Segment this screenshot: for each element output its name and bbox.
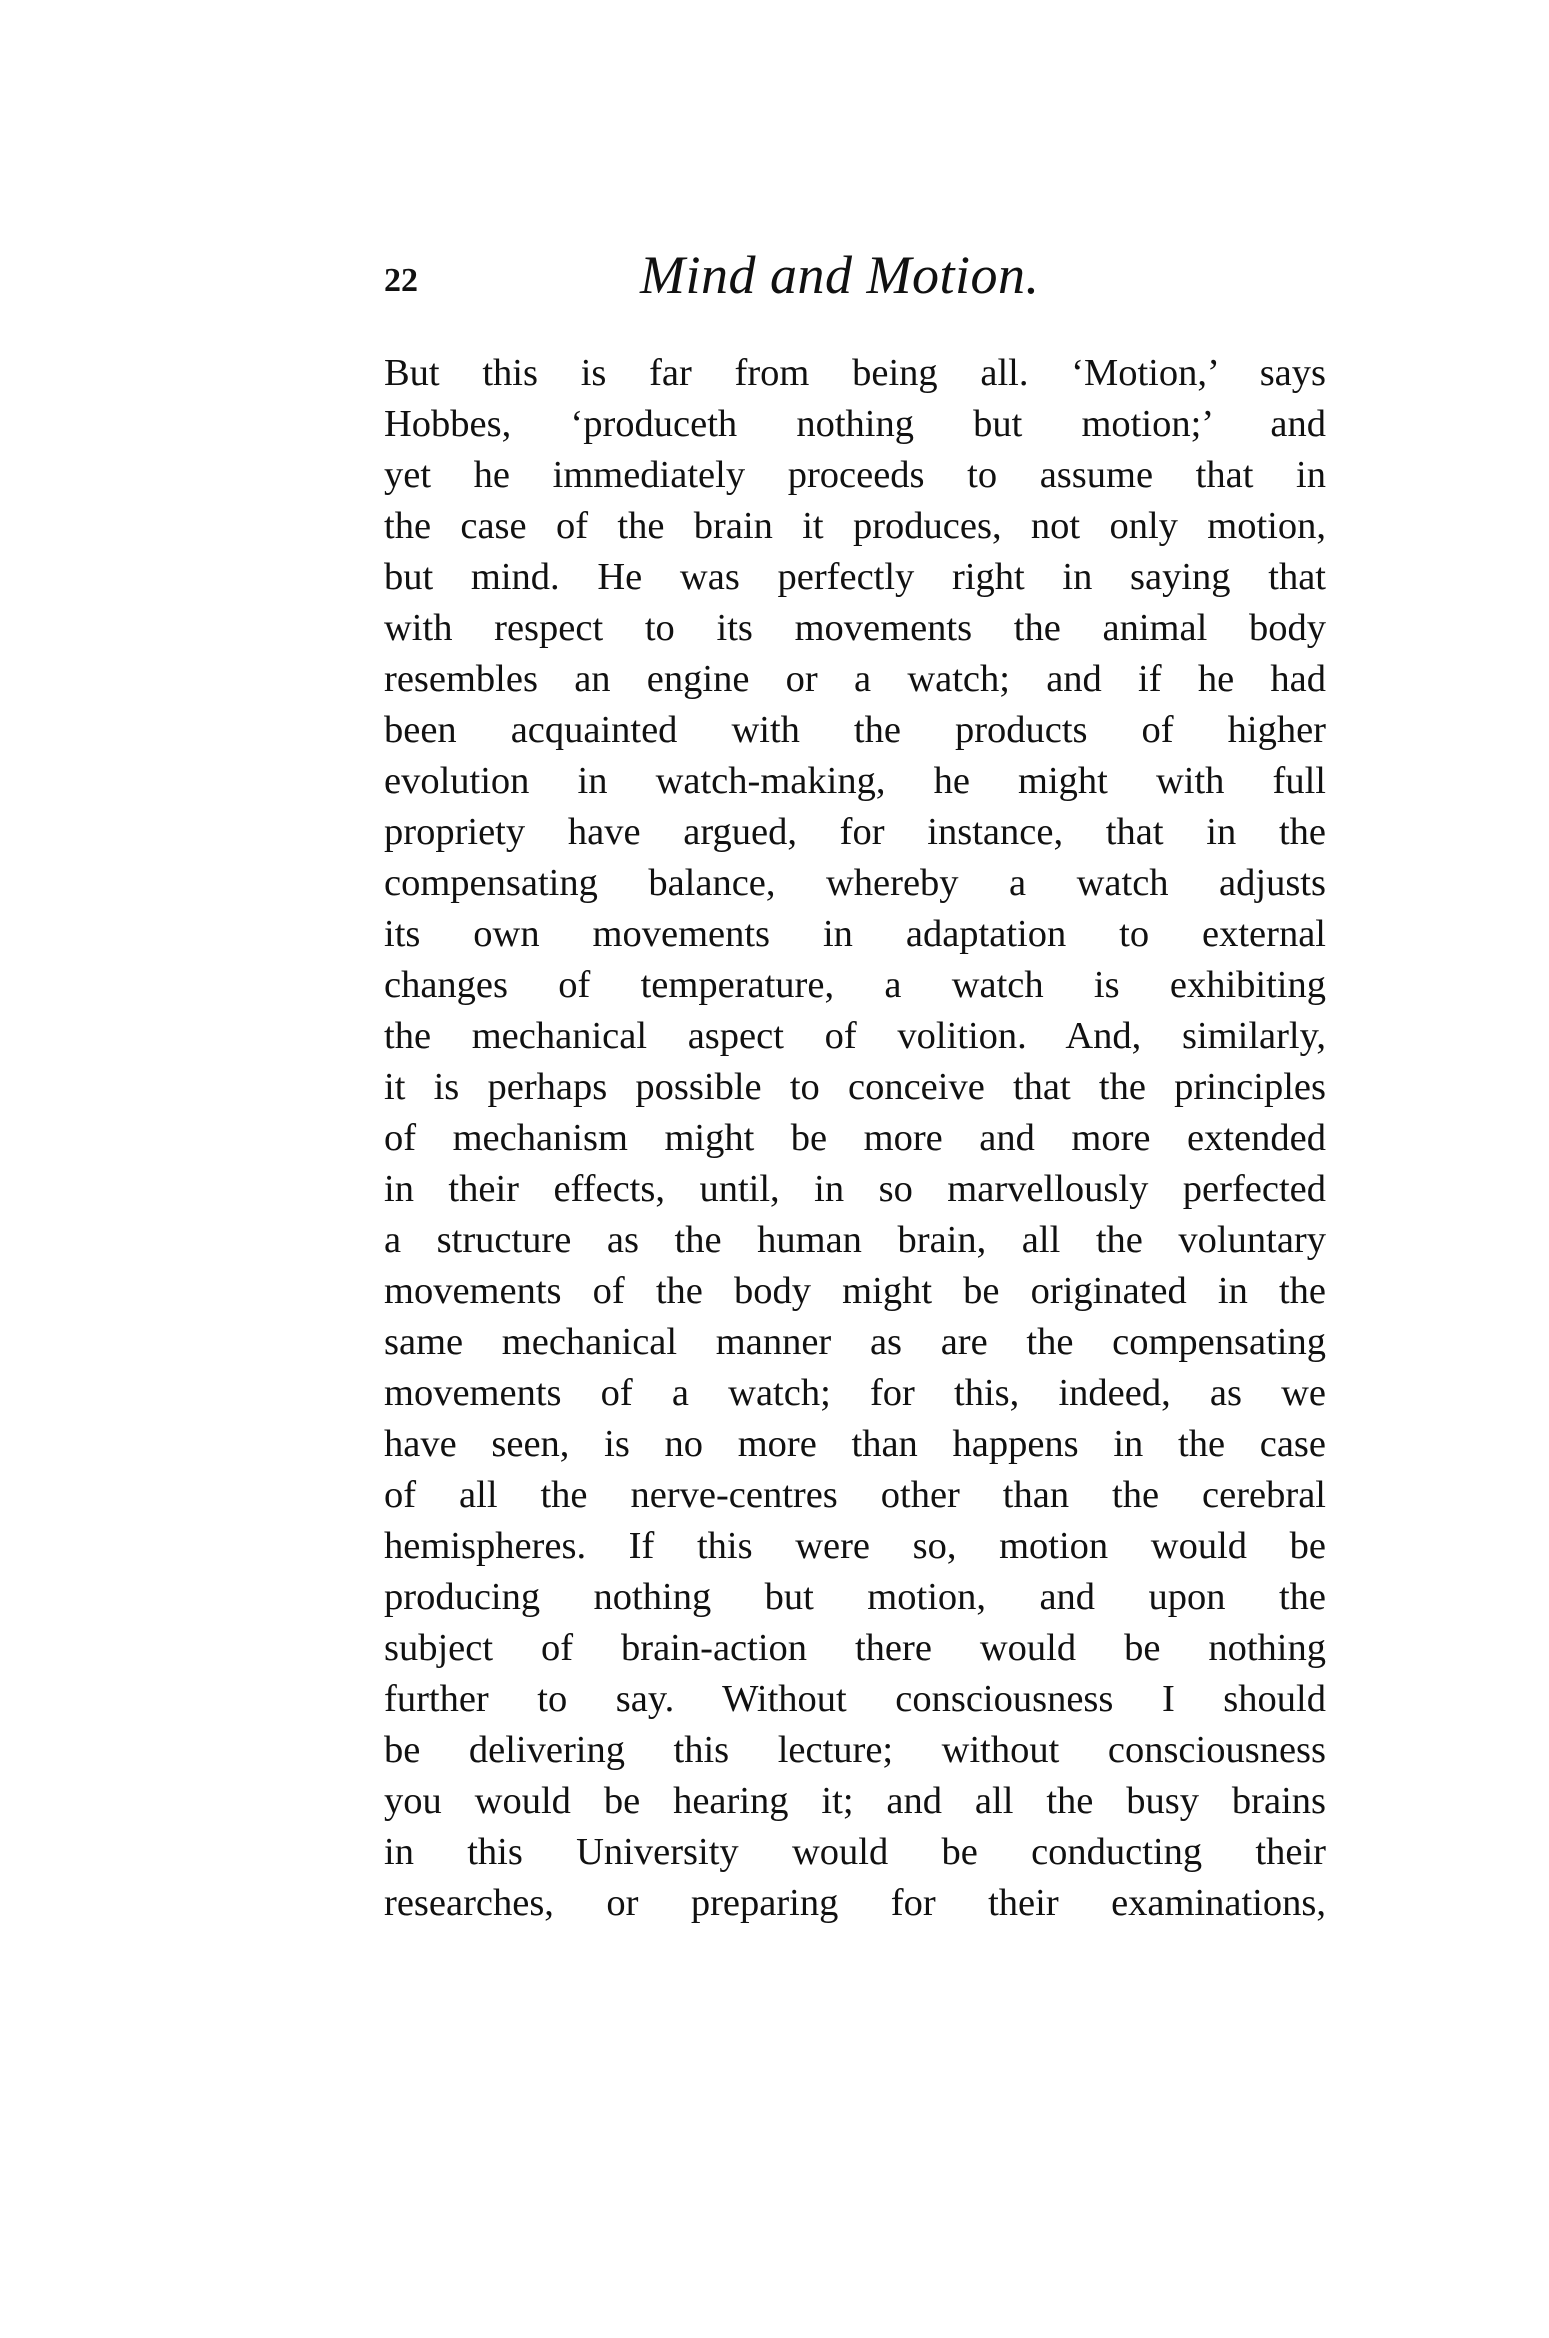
text-line: resembles an engine or a watch; and if he had [384, 658, 1326, 700]
text-line: same mechanical manner as are the compensating [384, 1321, 1326, 1363]
text-line: further to say. Without consciousness I should [384, 1678, 1326, 1720]
text-line: compensating balance, whereby a watch adjusts [384, 862, 1326, 904]
text-line: its own movements in adaptation to external [384, 913, 1326, 955]
text-line: have seen, is no more than happens in the case [384, 1423, 1326, 1465]
text-line: evolution in watch-making, he might with full [384, 760, 1326, 802]
text-line: of mechanism might be more and more extended [384, 1117, 1326, 1159]
text-line: with respect to its movements the animal body [384, 607, 1326, 649]
text-line: be delivering this lecture; without consciousness [384, 1729, 1326, 1771]
text-line: a structure as the human brain, all the voluntary [384, 1219, 1326, 1261]
text-line: movements of the body might be originated in the [384, 1270, 1326, 1312]
text-line: the mechanical aspect of volition. And, similarly, [384, 1015, 1326, 1057]
text-line: Hobbes, ‘produceth nothing but motion;’ and [384, 403, 1326, 445]
text-line: producing nothing but motion, and upon the [384, 1576, 1326, 1618]
text-line: changes of temperature, a watch is exhibiting [384, 964, 1326, 1006]
text-line: but mind. He was perfectly right in saying that [384, 556, 1326, 598]
running-title: Mind and Motion. [640, 245, 1040, 305]
text-line: in their effects, until, in so marvellously perfected [384, 1168, 1326, 1210]
text-line: movements of a watch; for this, indeed, as we [384, 1372, 1326, 1414]
text-line: propriety have argued, for instance, that in the [384, 811, 1326, 853]
text-line: yet he immediately proceeds to assume that in [384, 454, 1326, 496]
text-line: in this University would be conducting their [384, 1831, 1326, 1873]
text-line: hemispheres. If this were so, motion would be [384, 1525, 1326, 1567]
text-line: subject of brain-action there would be nothing [384, 1627, 1326, 1669]
text-line: the case of the brain it produces, not only motion, [384, 505, 1326, 547]
body-text [384, 348, 1326, 1929]
text-line: of all the nerve-centres other than the cerebral [384, 1474, 1326, 1516]
text-line: But this is far from being all. ‘Motion,’ says [384, 352, 1326, 394]
text-line: it is perhaps possible to conceive that the principles [384, 1066, 1326, 1108]
text-line: you would be hearing it; and all the busy brains [384, 1780, 1326, 1822]
text-line: been acquainted with the products of higher [384, 709, 1326, 751]
text-line: researches, or preparing for their examinations, [384, 1882, 1326, 1924]
page-number: 22 [384, 262, 418, 299]
